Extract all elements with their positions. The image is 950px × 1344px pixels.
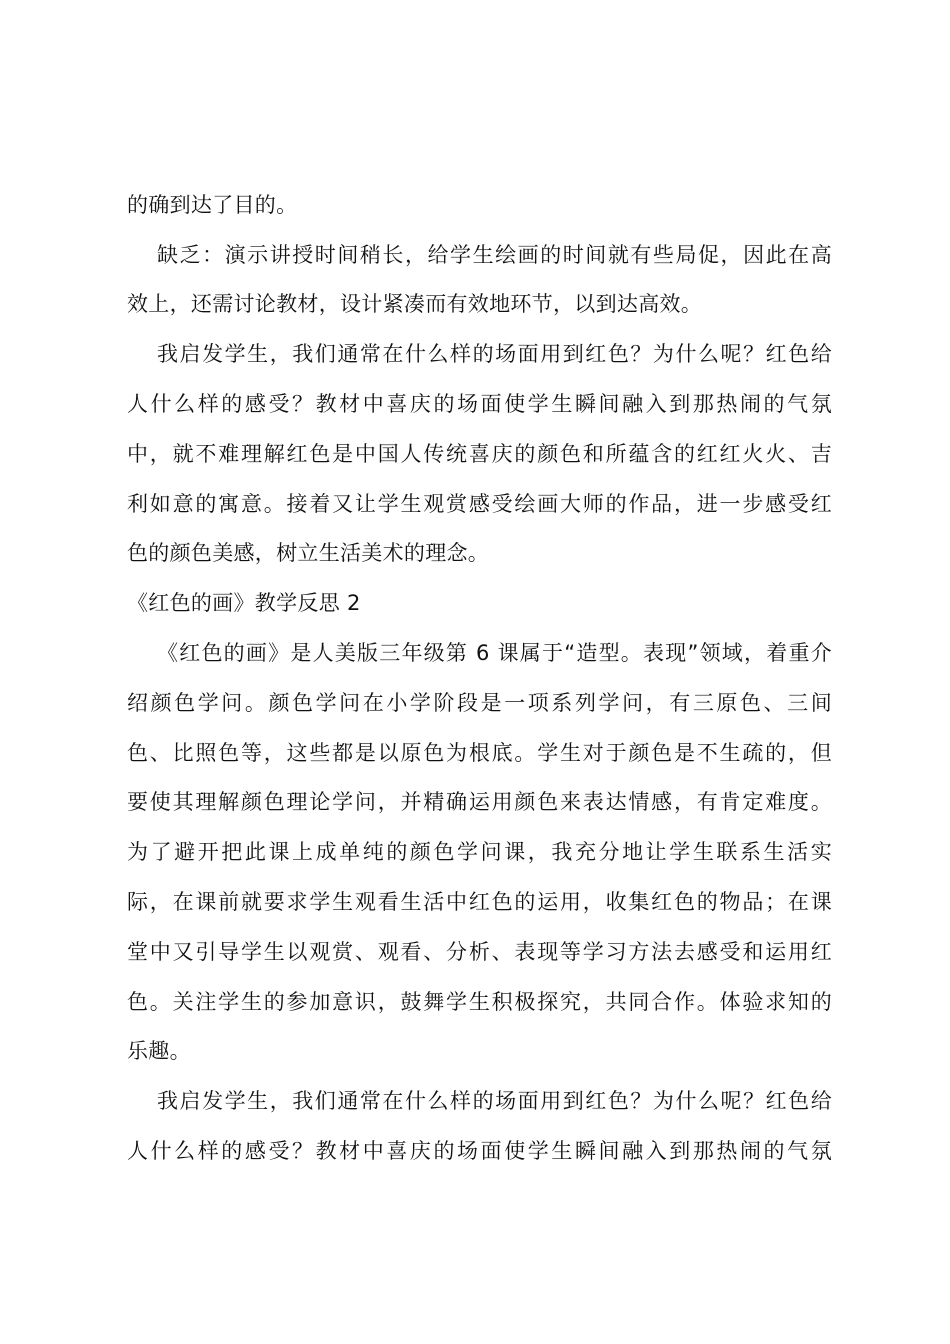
text-line: 缺乏：演示讲授时间稍长，给学生绘画的时间就有些局促，因此在高 <box>157 243 832 267</box>
section-heading: 《红色的画》教学反思 2 <box>127 591 361 615</box>
text-line: 要使其理解颜色理论学问，并精确运用颜色来表达情感，有肯定难度。 <box>127 790 832 814</box>
text-line: 色的颜色美感，树立生活美术的理念。 <box>127 541 490 565</box>
text-line: 乐趣。 <box>127 1039 191 1063</box>
text-line: 《红色的画》是人美版三年级第 6 课属于“造型。表现”领域，着重介 <box>157 641 832 665</box>
text-line: 人什么样的感受？教材中喜庆的场面使学生瞬间融入到那热闹的气氛 <box>127 1139 832 1163</box>
text-line: 的确到达了目的。 <box>127 193 298 217</box>
text-line: 色。关注学生的参加意识，鼓舞学生积极探究，共同合作。体验求知的 <box>127 990 832 1014</box>
text-line: 中，就不难理解红色是中国人传统喜庆的颜色和所蕴含的红红火火、吉 <box>127 442 832 466</box>
text-line: 我启发学生，我们通常在什么样的场面用到红色？为什么呢？红色给 <box>157 1089 832 1113</box>
text-line: 人什么样的感受？教材中喜庆的场面使学生瞬间融入到那热闹的气氛 <box>127 392 832 416</box>
text-line: 我启发学生，我们通常在什么样的场面用到红色？为什么呢？红色给 <box>157 342 832 366</box>
text-line: 效上，还需讨论教材，设计紧凑而有效地环节，以到达高效。 <box>127 292 703 316</box>
text-line: 为了避开把此课上成单纯的颜色学问课，我充分地让学生联系生活实 <box>127 840 832 864</box>
text-line: 际，在课前就要求学生观看生活中红色的运用，收集红色的物品；在课 <box>127 890 832 914</box>
text-line: 利如意的寓意。接着又让学生观赏感受绘画大师的作品，进一步感受红 <box>127 492 832 516</box>
text-line: 绍颜色学问。颜色学问在小学阶段是一项系列学问，有三原色、三间 <box>127 691 832 715</box>
text-line: 堂中又引导学生以观赏、观看、分析、表现等学习方法去感受和运用红 <box>127 940 832 964</box>
text-line: 色、比照色等，这些都是以原色为根底。学生对于颜色是不生疏的，但 <box>127 741 832 765</box>
